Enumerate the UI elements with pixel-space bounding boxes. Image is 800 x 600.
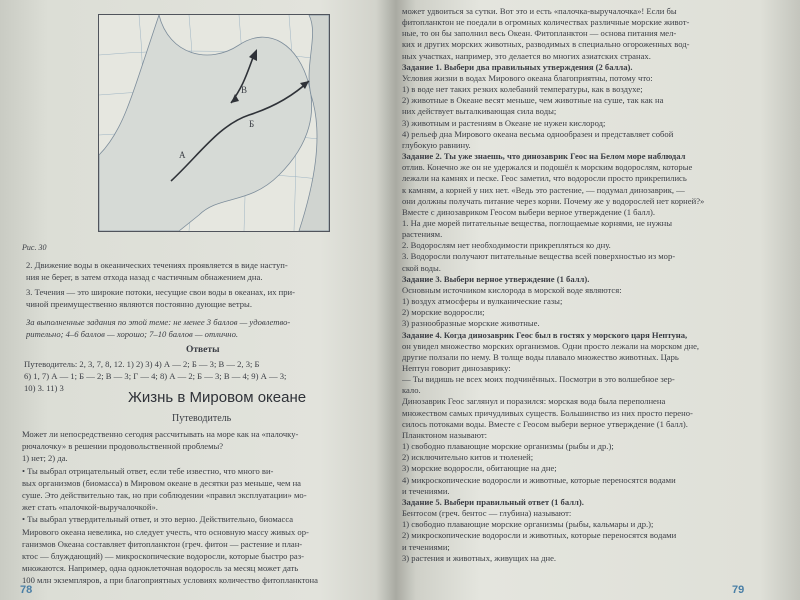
- map-drawing: [99, 15, 329, 231]
- section-title: Жизнь в Мировом океане: [128, 389, 307, 406]
- para-currents: 2. Движение воды в океанических течениях проявляется в виде наступ- ния не берег, в затем отхода назад с частичным обнажением дна. 3. Течения — это широкие потоки, несущие свои воды в океанах, их при- чиной преимущественно являются постоянно дующие ветры.: [26, 260, 296, 310]
- figure-caption: Рис. 30: [22, 243, 47, 252]
- answers: Путеводитель: 2, 3, 7, 8, 12. 1) 2) 3) 4) А — 2; Б — 3; В — 2, 3; Б 6) 1, 7) А — 1; Б — 2; В — 3; Г — 4; 8) А — 2; Б — 3; В — 4; 9) А — 3; 10) 3. 11) 3: [24, 359, 287, 394]
- label-v: В: [241, 85, 248, 95]
- right-page: [402, 0, 800, 600]
- answers-title: Ответы: [186, 345, 220, 355]
- right-body: может удвоиться за сутки. Вот это и есть «палочка-выручалочка»! Если бы фитопланктон не поедали в огромных количествах различные морские живот- ные, то он бы заполнил весь Океан. Фитопланктон — основа питания мел- ких и других морских животных, разводимых в специально огороженных вод- ных участках, например, это делается во многих азиатских странах. Задание 1. Выбери два правильных утверждения (2 балла). Условия жизни в водах Мирового океана благоприятны, потому что: 1) в воде нет таких резких колебаний температуры, как в воздухе; 2) животные в Океане весят меньше, чем животные на суше, так как на них действует выталкивающая сила воды; 3) животным и растениям в Океане не нужен кислород; 4) рельеф дна Мирового океана весьма однообразен и представляет собой глубокую равнину. Задание 2. Ты уже знаешь, что динозаврик Геос на Белом море наблюдал отлив. Конечно же он не удержался и подошёл к морским водорослям, которые лежали на камнях и песке. Геос заметил, что водоросли просто прикрепились к камням, а корней у них нет. «Ведь это растение, — подумал динозаврик, — они должны получать питание через корни. Почему же у водорослей нет корней?» Вместе с динозавриком Геосом выбери верное утверждение (1 балл). 1. На дне морей питательные вещества, поглощаемые корнями, не нужны растениям. 2. Водорослям нет необходимости прикрепляться ко дну. 3. Водоросли получают питательные вещества всей поверхностью из мор- ской воды. Задание 3. Выбери верное утверждение (1 балл). Основным источником кислорода в морской воде являются: 1) воздух атмосферы и вулканические газы; 2) морские водоросли; 3) разнообразные морские животные. Задание 4. Когда динозаврик Геос был в гостях у морского царя Нептуна, он увидел множество морских организмов. Одни просто лежали на морском дне, другие ползали по нему. В толще воды плавало множество животных. Царь Нептун говорит динозаврику: — Ты видишь не всех моих подчинённых. Посмотри в это волшебное зер- кало. Динозаврик Геос заглянул и поразился: морская вода была переполнена множеством самых причудливых существ. Большинство из них просто перено- силось потоками воды. Вместе с Геосом выбери верное утверждение (1 балл). Планктоном называют: 1) свободно плавающие морские организмы (рыбы и др.); 2) исключительно китов и тюленей; 3) морские водоросли, обитающие на дне; 4) микроскопические водоросли и животные, которые переносятся водами и течениями. Задание 5. Выбери правильный ответ (1 балл). Бентосом (греч. бентос — глубина) называют: 1) свободно плавающие морские организмы (рыбы, кальмары и др.); 2) микроскопические водоросли и животных, которые переносятся водами и течениями; 3) растения и животных, живущих на дне.: [402, 6, 705, 563]
- label-b: Б: [249, 119, 255, 129]
- page-number-right: 79: [732, 584, 745, 596]
- score-note: За выполненные задания по этой теме: не менее 3 баллов — удовлетво- рительно; 4–6 баллов — хорошо; 7–10 баллов — отлично.: [26, 317, 291, 340]
- page-number-left: 78: [20, 584, 33, 596]
- left-page: [0, 0, 392, 600]
- guide-title: Путеводитель: [172, 413, 232, 424]
- ocean-currents-map: [98, 14, 330, 232]
- left-body: Может ли непосредственно сегодня рассчитывать на море как на «палочку- рючалочку» в решении продовольственной проблемы? 1) нет; 2) да. • Ты выбрал отрицательный ответ, если тебе известно, что много ви- вых организмов (биомасса) в Мировом океане в десятки раз меньше, чем на суше. Это действительно так, но при соблюдении «правил эксплуатации» мо- жет стать «палочкой-выручалочкой». • Ты выбрал утвердительный ответ, и это верно. Действительно, биомасса Мирового океана невелика, но следует учесть, что основную массу живых ор- ганизмов Океана составляет фитопланктон (греч. фитон — растение и план- ктос — блуждающий) — микроскопические водоросли, которые быстро раз- множаются. Например, одна одноклеточная водоросль за месяц может дать 100 млн экземпляров, а при благоприятных условиях количество фитопланктона: [22, 429, 318, 586]
- label-a: А: [179, 150, 186, 160]
